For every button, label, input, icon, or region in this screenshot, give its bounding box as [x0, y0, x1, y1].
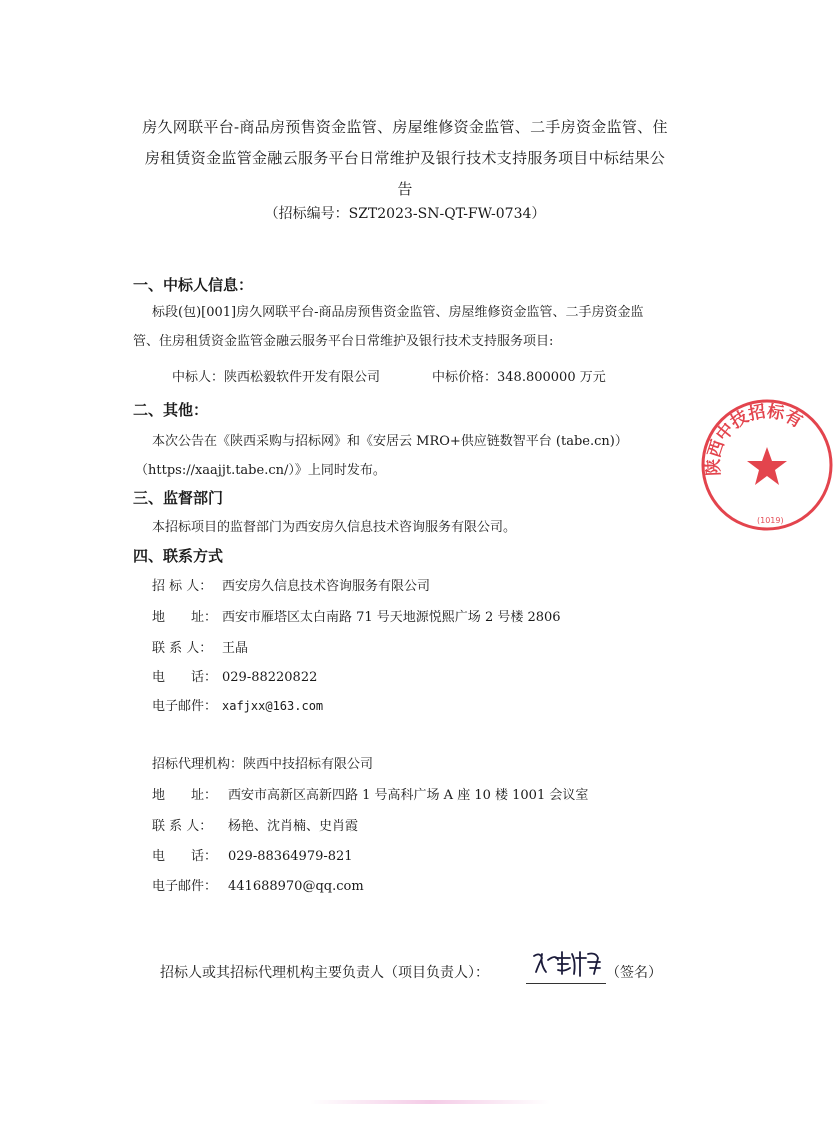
contact-label: 联 系 人：	[152, 641, 213, 656]
section2-line1: 本次公告在《陕西采购与招标网》和《安居云 MRO+供应链数智平台 (tabe.cn)）	[152, 434, 628, 449]
contact-label: 电子邮件：	[152, 879, 218, 894]
contact-value: 西安市雁塔区太白南路 71 号天地源悦熙广场 2 号楼 2806	[222, 610, 561, 625]
contact-value: 029-88364979-821	[228, 849, 353, 864]
tenderer-name-row	[152, 575, 430, 594]
contact-value: xafjxx@163.com	[222, 699, 324, 713]
tenderer-address-row	[152, 606, 561, 625]
price-row	[432, 366, 606, 385]
contact-label: 电 话：	[152, 670, 218, 685]
section1-heading: 一、中标人信息：	[133, 276, 254, 294]
price-value: 348.800000 万元	[497, 370, 606, 385]
winner-label: 中标人：	[172, 370, 225, 385]
section2-heading: 二、其他：	[133, 401, 209, 419]
signature-underline	[526, 983, 606, 984]
signature-label: 招标人或其招标代理机构主要负责人（项目负责人）：	[160, 965, 489, 981]
contact-label: 联 系 人：	[152, 819, 213, 834]
section1-para-line2: 管、住房租赁资金监管金融云服务平台日常维护及银行技术支持服务项目:	[133, 334, 554, 349]
contact-label: 电子邮件：	[152, 699, 218, 714]
contact-label: 电 话：	[152, 849, 218, 864]
contact-label: 地 址：	[152, 610, 218, 625]
contact-label: 地 址：	[152, 788, 218, 803]
contact-value: 杨艳、沈肖楠、史肖霞	[228, 819, 359, 834]
contact-value: 王晶	[222, 641, 249, 656]
svg-text:陕西中技招标有: 陕西中技招标有	[703, 401, 806, 477]
svg-text:(1019): (1019)	[757, 516, 784, 525]
price-label: 中标价格：	[432, 370, 498, 385]
company-seal	[697, 395, 837, 535]
tenderer-email-row	[152, 695, 323, 714]
tenderer-phone-row	[152, 666, 317, 685]
agency-email-row	[152, 875, 364, 894]
tender-code: （招标编号：SZT2023-SN-QT-FW-0734）	[264, 206, 546, 222]
contact-label: 招 标 人：	[152, 579, 213, 594]
signature-suffix: （签名）	[606, 965, 662, 981]
winner-name: 陕西松毅软件开发有限公司	[224, 370, 381, 385]
title-line-2: 房租赁资金监管金融云服务平台日常维护及银行技术支持服务项目中标结果公	[144, 149, 666, 167]
contact-value: 西安房久信息技术咨询服务有限公司	[222, 579, 431, 594]
section3-text: 本招标项目的监督部门为西安房久信息技术咨询服务有限公司。	[152, 520, 517, 535]
title-line-3: 告	[397, 180, 413, 198]
contact-value: 441688970@qq.com	[228, 879, 364, 894]
handwritten-signature	[528, 944, 608, 980]
contact-value: 029-88220822	[222, 670, 318, 685]
scan-artifact	[310, 1100, 550, 1104]
contact-value: 西安市高新区高新四路 1 号高科广场 A 座 10 楼 1001 会议室	[228, 788, 589, 803]
contact-label: 招标代理机构：	[152, 757, 244, 772]
document-title	[125, 112, 685, 205]
section2-line2: （https://xaajjt.tabe.cn/）》上同时发布。	[135, 463, 386, 478]
tenderer-contact-row	[152, 637, 248, 656]
agency-phone-row	[152, 845, 353, 864]
contact-value: 陕西中技招标有限公司	[243, 757, 374, 772]
section1-para-line1: 标段(包)[001]房久网联平台-商品房预售资金监管、房屋维修资金监管、二手房资金监	[152, 305, 644, 320]
agency-address-row	[152, 784, 588, 803]
agency-name-row	[152, 753, 373, 772]
title-line-1: 房久网联平台-商品房预售资金监管、房屋维修资金监管、二手房资金监管、住	[142, 118, 668, 136]
section4-heading: 四、联系方式	[133, 547, 224, 565]
winner-row	[172, 366, 380, 385]
agency-contact-row	[152, 815, 358, 834]
section3-heading: 三、监督部门	[133, 489, 224, 507]
